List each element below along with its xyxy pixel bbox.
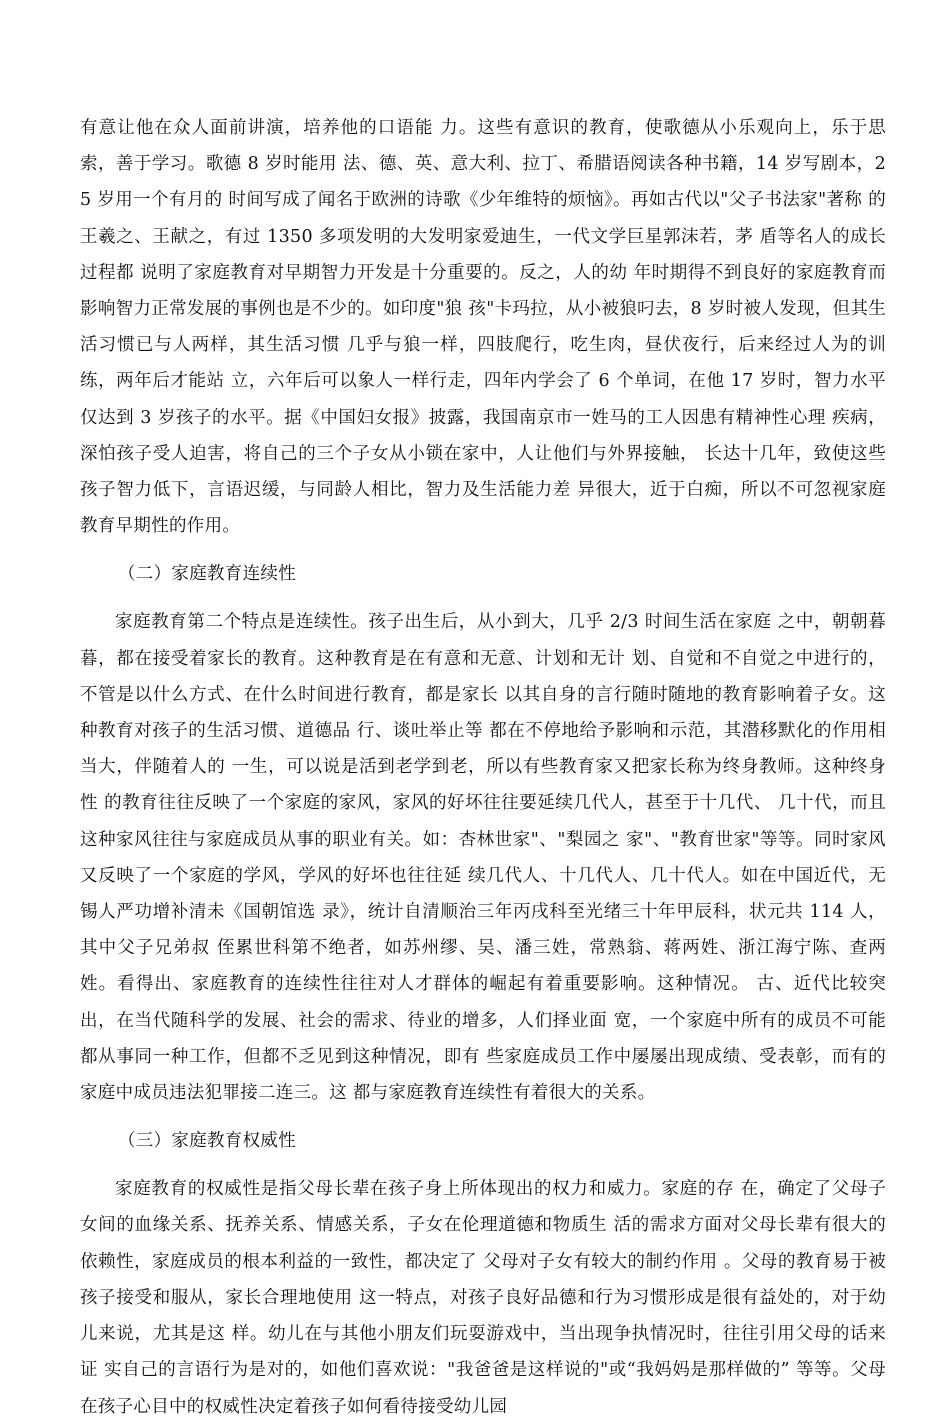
section-heading-continuity: （二）家庭教育连续性 — [118, 564, 296, 585]
document-page — [80, 110, 886, 1425]
section-heading-authority: （三）家庭教育权威性 — [118, 1131, 296, 1152]
paragraph-3: 家庭教育的权威性是指父母长辈在孩子身上所体现出的权力和威力。家庭的存 在，确定了父母子女间的血缘关系、抚养关系、情感关系，子女在伦理道德和物质生 活的需求方面对父母长辈有很大的依赖性，家庭成员的根本利益的一致性，都决定了 父母对子女有较大的制约作用 。父母的教育易于被孩子接受和服从，家长合理地使用 这一特点，对孩子良好品德和行为习惯形成是很有益处的，对于幼儿来说，尤其是这 样。幼儿在与其他小朋友们玩耍游戏中，当出现争执情况时，往往引用父母的话来证 实自己的言语行为是对的，如他们喜欢说："我爸爸是这样说的"或“我妈妈是那样做的” 等等。父母在孩子心目中的权威性决定着孩子如何看待接受幼儿园 — [80, 1179, 886, 1417]
paragraph-1: 有意让他在众人面前讲演，培养他的口语能 力。这些有意识的教育，使歌德从小乐观向上，乐于思索，善于学习。歌德 8 岁时能用 法、德、英、意大利、拉丁、希腊语阅读各种书籍，14 岁写剧本，25 岁用一个有月的 时间写成了闻名于欧洲的诗歌《少年维特的烦恼》。再如古代以"父子书法家"著称 的王羲之、王献之，有过 1350 多项发明的大发明家爱迪生，一代文学巨星郭沫若，茅 盾等名人的成长过程都 说明了家庭教育对早期智力开发是十分重要的。反之，人的幼 年时期得不到良好的家庭教育而影响智力正常发展的事例也是不少的。如印度"狼 孩"卡玛拉，从小被狼叼去，8 岁时被人发现，但其生活习惯已与人两样，其生活习惯 几乎与狼一样，四肢爬行，吃生肉，昼伏夜行，后来经过人为的训练，两年后才能站 立，六年后可以象人一样行走，四年内学会了 6 个单词，在他 17 岁时，智力水平仅达到 3 岁孩子的水平。据《中国妇女报》披露，我国南京市一姓马的工人因患有精神性心理 疾病，深怕孩子受人迫害，将自己的三个子女从小锁在家中，人让他们与外界接触， 长达十几年，致使这些孩子智力低下，言语迟缓，与同龄人相比，智力及生活能力差 异很大，近于白痴，所以不可忽视家庭教育早期性的作用。 — [80, 118, 886, 537]
paragraph-2: 家庭教育第二个特点是连续性。孩子出生后，从小到大，几乎 2/3 时间生活在家庭 之中，朝朝暮暮，都在接受着家长的教育。这种教育是在有意和无意、计划和无计 划、自觉和不自觉之中进行的，不管是以什么方式、在什么时间进行教育，都是家长 以其自身的言行随时随地的教育影响着子女。这种教育对孩子的生活习惯、道德品 行、谈吐举止等 都在不停地给予影响和示范，其潜移默化的作用相当大，伴随着人的 一生，可以说是活到老学到老，所以有些教育家又把家长称为终身教师。这种终身性 的教育往往反映了一个家庭的家风，家风的好坏往往要延续几代人，甚至于十几代、 几十代，而且这种家风往往与家庭成员从事的职业有关。如：杏林世家"、"梨园之 家"、"教育世家"等等。同时家风又反映了一个家庭的学风，学风的好坏也往往延 续几代人、十几代人、几十代人。如在中国近代，无锡人严功增补清未《国朝馆选 录》，统计自清顺治三年丙戌科至光绪三十年甲辰科，状元共 114 人，其中父子兄弟叔 侄累世科第不绝者，如苏州缪、吴、潘三姓，常熟翁、蒋两姓、浙江海宁陈、查两 姓。看得出、家庭教育的连续性往往对人才群体的崛起有着重要影响。这种情况。 古、近代比较突出，在当代随科学的发展、社会的需求、待业的增多，人们择业面 宽，一个家庭中所有的成员不可能都从事同一种工作，但都不乏见到这种情况，即有 些家庭成员工作中屡屡出现成绩、受表彰，而有的家庭中成员违法犯罪接二连三。这 都与家庭教育连续性有着很大的关系。 — [80, 612, 886, 1104]
